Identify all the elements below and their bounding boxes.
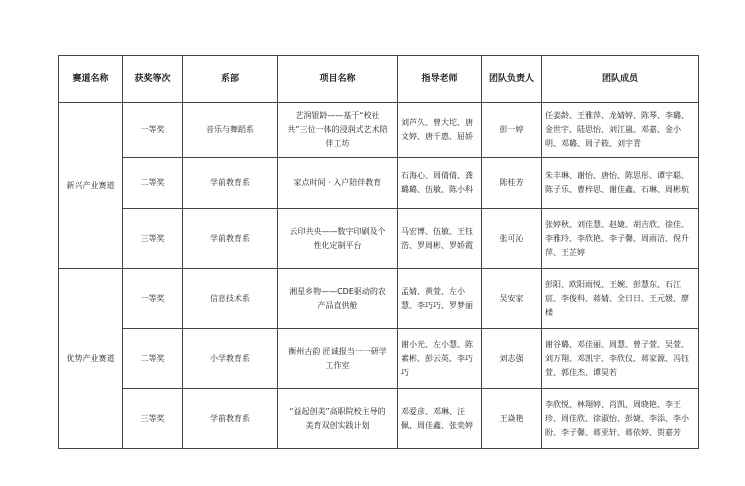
award-level: 一等奖 [123, 269, 183, 329]
advisors: 孟婧、黄萱、左小慧、李巧巧、罗梦丽 [398, 269, 482, 329]
department: 学前教育系 [183, 209, 278, 269]
department: 学前教育系 [183, 389, 278, 449]
team-leader: 刘志强 [482, 329, 542, 389]
team-members: 张婷秋、刘佳慧、赵婕、胡吉欣、徐佳、李雅玲、李欣艳、李子馨、周雨洁、倪升萍、王芷婷 [542, 209, 699, 269]
team-leader: 陈桂芳 [482, 158, 542, 209]
team-members: 朱丰琳、谢怡、唐怡、陈思彤、谭宇聪、陈子乐、曹梓思、谢佳鑫、石琳、周彬航 [542, 158, 699, 209]
advisors: 刘芦久、曾大坨、唐文婷、唐千惠、屈娇 [398, 103, 482, 158]
project-name: 云印共央——数字印刷及个性化定制平台 [278, 209, 398, 269]
header-dept: 系部 [183, 56, 278, 103]
advisors: 马宏博、伍敏、王钰浩、罗周彬、罗娇霞 [398, 209, 482, 269]
project-name: “益起创美”高职院校主导的美育双创实践计划 [278, 389, 398, 449]
award-level: 三等奖 [123, 389, 183, 449]
award-level: 二等奖 [123, 158, 183, 209]
team-leader: 王焱艳 [482, 389, 542, 449]
track-name: 新兴产业赛道 [59, 103, 123, 269]
header-leader: 团队负责人 [482, 56, 542, 103]
team-leader: 张可沁 [482, 209, 542, 269]
advisors: 谢小光、左小慧、陈素彬、彭云英、李巧巧 [398, 329, 482, 389]
department: 信息技术系 [183, 269, 278, 329]
header-row [59, 56, 699, 103]
award-level: 一等奖 [123, 103, 183, 158]
awards-table [58, 55, 699, 449]
team-leader: 彭一婷 [482, 103, 542, 158]
header-track: 赛道名称 [59, 56, 123, 103]
team-members: 彭阳、欧阳雨悦、王婉、彭慧东、石江宸、李俊科、蒋婧、全日日、王元媛、廖楼 [542, 269, 699, 329]
project-name: 湘星乡物——CDE驱动的农产品直供舱 [278, 269, 398, 329]
table-row [59, 389, 699, 449]
header-project: 项目名称 [278, 56, 398, 103]
advisors: 邓爱彦、邓琳、汪佩、周佳鑫、张奕婷 [398, 389, 482, 449]
table-row [59, 329, 699, 389]
team-leader: 吴安家 [482, 269, 542, 329]
department: 学前教育系 [183, 158, 278, 209]
team-members: 李欣悦、林翔婷、肖凯、周晓艳、李王珍、周佳欣、徐淑怡、彭婕、李添、李小盼、李子馨、蒋亚轩、蒋依婷、贺嘉芳 [542, 389, 699, 449]
team-members: 任姜龄、王雅萍、龙婧婷、陈琴、李璐、金世宇、陆思怡、刘江嵐、邓嘉、金小明、邓璐、周子筱、刘宇青 [542, 103, 699, 158]
advisors: 石海心、周倩倩、龚璐璐、伍敏、陈小科 [398, 158, 482, 209]
department: 小学教育系 [183, 329, 278, 389]
project-name: 家点时间 · 入户陪伴教育 [278, 158, 398, 209]
header-advisors: 指导老师 [398, 56, 482, 103]
track-name: 优势产业赛道 [59, 269, 123, 449]
project-name: 衡州古韵 匠诚报当一一研学工作室 [278, 329, 398, 389]
awards-document [58, 55, 698, 457]
department: 音乐与舞蹈系 [183, 103, 278, 158]
table-row [59, 103, 699, 158]
award-level: 三等奖 [123, 209, 183, 269]
team-members: 谢谷璐、邓佳丽、周慧、曾子萱、吴萱、刘万翔、邓凯宇、李欣仪、蒋家源、冯钰萱、郭佳杰、谭昊若 [542, 329, 699, 389]
table-row [59, 209, 699, 269]
table-row [59, 269, 699, 329]
award-level: 二等奖 [123, 329, 183, 389]
header-award: 获奖等次 [123, 56, 183, 103]
project-name: 艺润银龄——基于“校社共”三位一体的浸润式艺术陪伴工坊 [278, 103, 398, 158]
header-members: 团队成员 [542, 56, 699, 103]
table-row [59, 158, 699, 209]
